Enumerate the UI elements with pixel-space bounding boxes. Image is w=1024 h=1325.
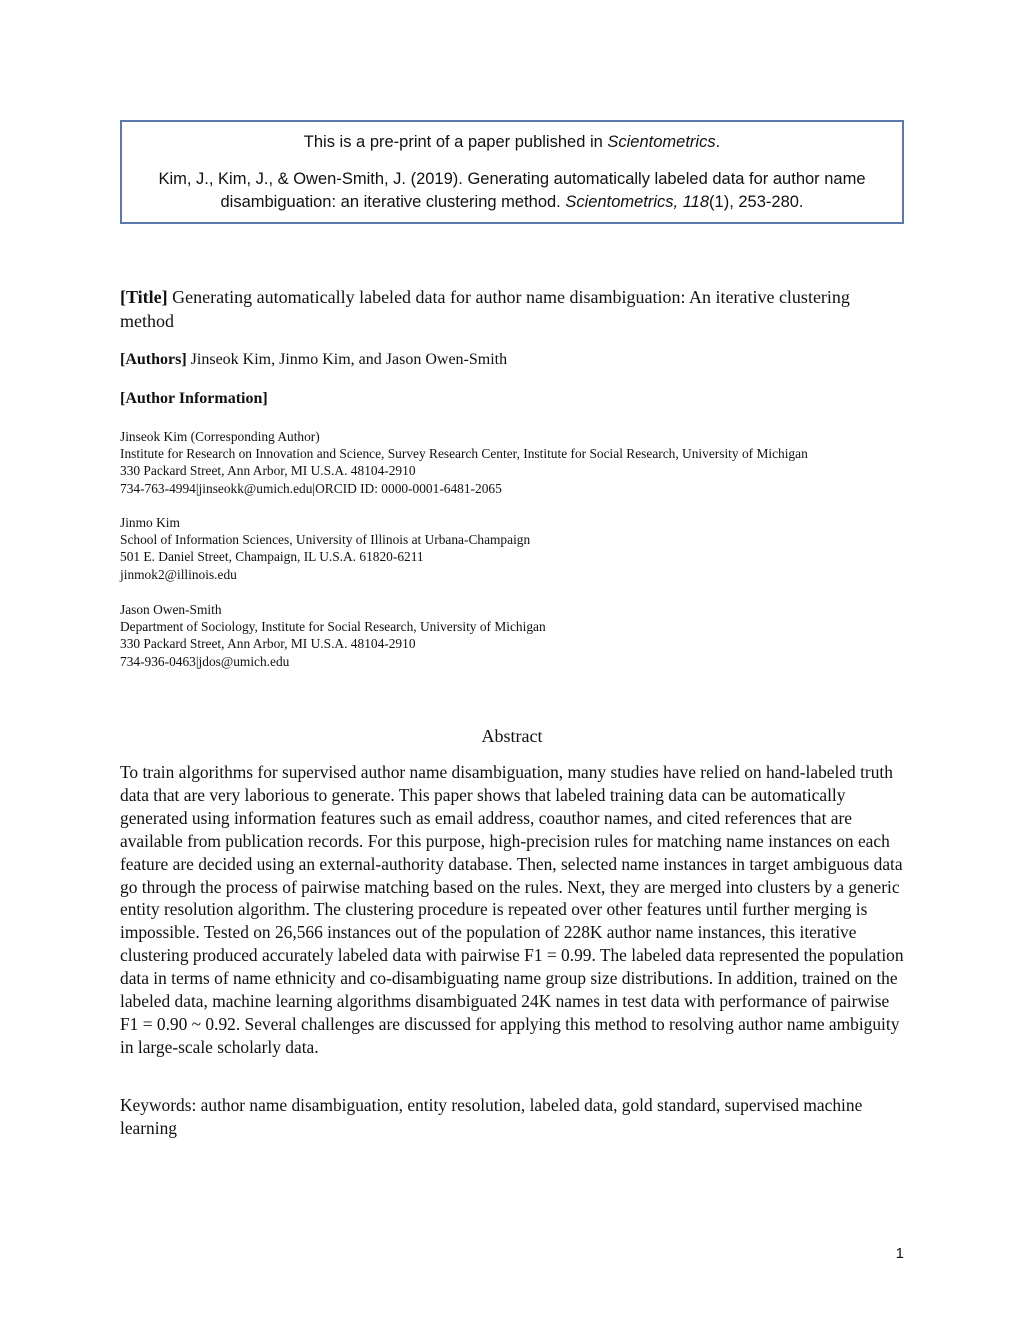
preprint-journal-name: Scientometrics bbox=[607, 133, 716, 151]
page-number: 1 bbox=[895, 1245, 904, 1262]
author-information-heading: [Author Information] bbox=[120, 390, 268, 407]
author-affiliation: Institute for Research on Innovation and Science, Survey Research Center, Institute for Social Research, University of Michigan bbox=[120, 446, 808, 462]
author-address: 501 E. Daniel Street, Champaign, IL U.S.A. 61820-6211 bbox=[120, 549, 424, 565]
author-entry bbox=[120, 514, 530, 583]
abstract-heading: Abstract bbox=[481, 726, 543, 746]
citation-journal-volume: Scientometrics, 118 bbox=[565, 193, 710, 211]
author-contact: 734-763-4994|jinseokk@umich.edu|ORCID ID: 0000-0001-6481-2065 bbox=[120, 480, 502, 496]
preprint-notice-line bbox=[122, 132, 902, 152]
title-label: [Title] bbox=[120, 287, 168, 307]
authors-text: Jinseok Kim, Jinmo Kim, and Jason Owen-Smith bbox=[190, 351, 508, 368]
authors-label: [Authors] bbox=[120, 351, 187, 368]
author-name: Jinmo Kim bbox=[120, 515, 180, 530]
keywords: Keywords: author name disambiguation, entity resolution, labeled data, gold standard, supervised machine learning bbox=[120, 1095, 863, 1138]
preprint-notice-suffix: . bbox=[715, 133, 721, 151]
citation-issue-pages: (1), 253-280. bbox=[709, 193, 804, 211]
author-entry bbox=[120, 428, 808, 497]
abstract-body: To train algorithms for supervised author name disambiguation, many studies have relied on hand-labeled truth data that are very laborious to generate. This paper shows that labeled training data can be automatically generated using information features such as email address, coauthor names, and cited references that are available from publication records. For this purpose, high-precision rules for matching name instances on each feature are decided using an external-authority database. Then, selected name instances in target ambiguous data go through the process of pairwise matching based on the rules. Next, they are merged into clusters by a generic entity resolution algorithm. The clustering procedure is repeated over other features until further merging is impossible. Tested on 26,566 instances out of the population of 228K author name instances, this iterative clustering produced accurately labeled data with pairwise F1 = 0.99. The labeled data represented the population data in terms of name ethnicity and co-disambiguating name group size distributions. In addition, trained on the labeled data, machine learning algorithms disambiguated 24K names in test data with performance of pairwise F1 = 0.90 ~ 0.92. Several challenges are discussed for applying this method to resolving author name ambiguity in large-scale scholarly data. bbox=[120, 762, 904, 1057]
author-name: Jason Owen-Smith bbox=[120, 602, 222, 617]
paper-title bbox=[120, 285, 900, 333]
author-name: Jinseok Kim (Corresponding Author) bbox=[120, 429, 320, 444]
preprint-notice-prefix: This is a pre-print of a paper published in bbox=[303, 133, 608, 151]
authors-line bbox=[120, 350, 507, 370]
author-affiliation: School of Information Sciences, University of Illinois at Urbana-Champaign bbox=[120, 532, 531, 548]
author-address: 330 Packard Street, Ann Arbor, MI U.S.A. 48104-2910 bbox=[120, 636, 416, 652]
preprint-notice-box bbox=[120, 120, 904, 224]
author-contact: jinmok2@illinois.edu bbox=[120, 566, 237, 582]
author-contact: 734-936-0463|jdos@umich.edu bbox=[120, 653, 290, 669]
citation bbox=[132, 168, 892, 214]
author-address: 330 Packard Street, Ann Arbor, MI U.S.A. 48104-2910 bbox=[120, 463, 416, 479]
author-entry bbox=[120, 601, 546, 670]
title-text: Generating automatically labeled data for author name disambiguation: An iterative clustering method bbox=[120, 287, 850, 331]
author-affiliation: Department of Sociology, Institute for Social Research, University of Michigan bbox=[120, 619, 546, 635]
citation-authors-title: Kim, J., Kim, J., & Owen-Smith, J. (2019). Generating automatically labeled data for author name disambiguation: an iterative clustering method. bbox=[158, 170, 866, 211]
